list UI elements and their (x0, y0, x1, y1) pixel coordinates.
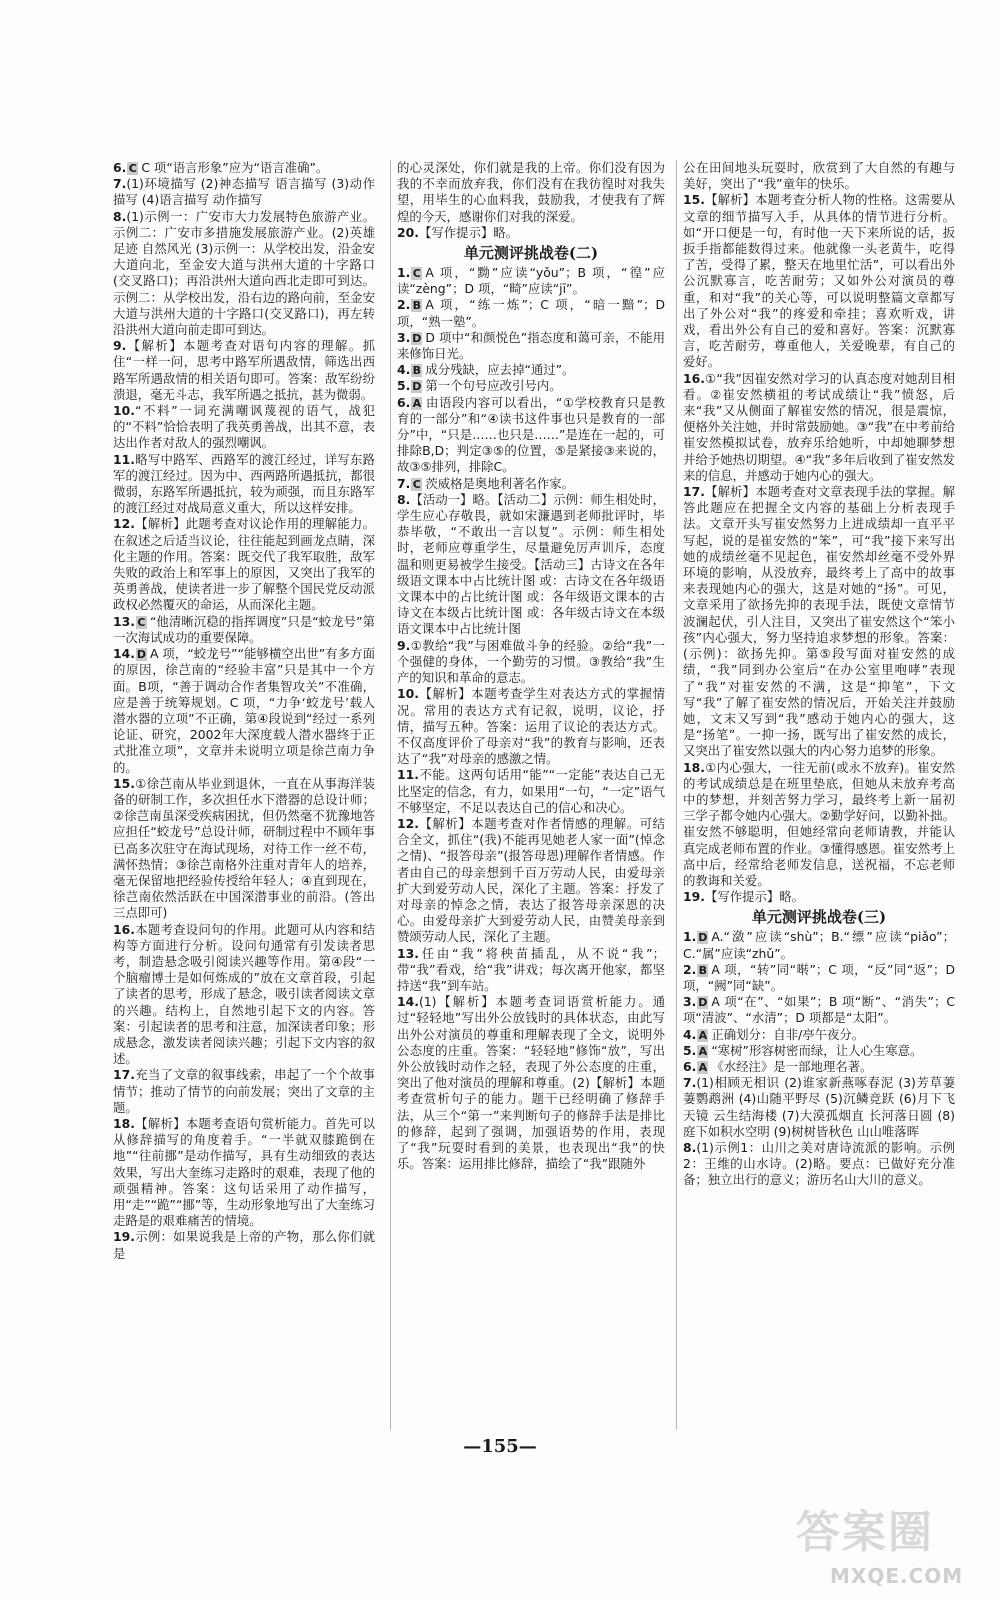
answer-text: 任由“我”将秧苗插乱，从不说“我”；带“我”看戏，给“我”讲戏；每次离开他家，都坚持送“我”到车站。 (397, 945, 665, 993)
item-number: 7. (113, 176, 127, 192)
answer-text: ①“我”因崔安然对学习的认真态度对她刮目相看。②崔安然横祖的考试成绩让“我”愤怒，后来“我”又从侧面了解崔安然的情况，很是震惊，便格外关注她，并时常鼓励她。③“我”在中考前给崔安然模拟试卷，放弃乐给她听，中却她聊梦想并给予她热切期望。④“我”多年后收到了崔安然发来的信息，并感动于她内心的强大。 (683, 370, 955, 483)
answer-item (397, 492, 665, 638)
answer-text: 略写中路军、西路军的渡江经过，详写东路军的渡江经过。因为中、西两路所遇抵抗，都很微弱，东路军所遇抵抗，较为顽强，而且东路军的渡江经过对战局意义重大，所以这样安排。 (113, 451, 375, 516)
answer-letter-box: B (698, 963, 708, 977)
item-number: 9. (397, 637, 411, 653)
answer-text: “不料”一词充满嘲讽蔑视的语气，战犯的“不料”恰恰表明了我英勇善战，出其不意，表达出作者对敌人的强烈嘲讽。 (113, 403, 375, 451)
answer-letter-box: C (412, 267, 421, 281)
answer-letter-box: D (698, 931, 708, 945)
item-number: 14. (113, 646, 135, 662)
item-number: 11. (397, 767, 419, 783)
answer-item (683, 889, 955, 905)
answer-text: “他清晰沉稳的指挥调度”只是“蛟龙号”第一次海试成功的重要保障。 (113, 613, 375, 645)
item-number: 19. (113, 1229, 135, 1245)
answer-text: A 项，“转”同“啭”；C 项，“反”同“返”；D 项，“阙”同“缺”。 (683, 961, 955, 993)
item-number: 8. (113, 208, 127, 224)
item-number: 16. (683, 370, 705, 386)
answer-item (397, 330, 665, 362)
answer-item (683, 1075, 955, 1140)
answer-letter-box: A (698, 1044, 708, 1058)
answer-text: ①教给“我”与困难做斗争的经验。②给“我”一个强健的身体，一个勤劳的习惯。③教给“我”生产的知识和革命的意志。 (397, 637, 665, 686)
answer-item (397, 225, 665, 241)
item-number: 2. (683, 961, 697, 977)
page-number: —155— (463, 1436, 537, 1457)
item-number: 6. (113, 160, 127, 175)
answer-text: 成分残缺，应去掉“通过”。 (425, 362, 575, 378)
answer-text: 本题考查设问句的作用。此题可从内容和结构等方面进行分析。设问句通常有引发读者思考，制造悬念吸引阅读兴趣等作用。第④段“一个脑瘤博士是如何炼成的”放在文章首段，引起了读者的思考，形成了悬念，吸引读者阅读文章的兴趣。结构上，自然地引起下文的内容。答案：引起读者的思考和注意，加深读者印象；形成悬念，激发读者阅读兴趣；引起下文内容的叙述。 (113, 921, 375, 1067)
answer-item (683, 929, 955, 961)
answer-item (113, 646, 375, 776)
answer-item (397, 994, 665, 1172)
answer-text: 【解析】本题考查对语句内容的理解。抓住“一样一问，思考中路军所遇敌情，筛选出西路军所遇敌情的相关语句即可。答案：敌军纷纷溃退，毫无斗志，我军所遇之抵抗，甚为微弱。 (113, 338, 375, 402)
answer-item (113, 452, 375, 517)
answer-text: (1)示例一：广安市大力发展特色旅游产业。示例二：广安市多措施发展旅游产业。(2)英雄足迹 自然风光 (3)示例一：从学校出发，沿金安大道向北，至金安大道与洪州大道的十字路口(交叉路口)；再沿洪州大道向西北走即可到达。示例二：从学校出发，沿右边的路向前，至金安大道与洪州大道的十字路口(交叉路口)，再左转沿洪州大道向前走即可到达。 (113, 208, 375, 338)
answer-item (113, 776, 375, 922)
answer-text: A 项“在”、“如果”；B 项“断”、“消失”；C 项“清波”、“水清”；D 项都是“太阳”。 (683, 994, 955, 1026)
item-number: 12. (397, 815, 419, 831)
answer-item (683, 1027, 955, 1043)
item-number: 6. (397, 394, 411, 410)
item-number: 17. (113, 1067, 135, 1083)
answer-item (397, 297, 665, 329)
answer-item (397, 362, 665, 378)
item-number: 18. (683, 759, 705, 775)
answer-letter-box: A (698, 1028, 708, 1042)
answer-letter-box: D (136, 648, 147, 662)
answer-letter-box: D (412, 331, 422, 345)
answer-letter-box: B (412, 299, 422, 313)
answer-item (113, 1116, 375, 1229)
answer-letter-box: B (412, 364, 422, 378)
answer-text: A 项，“蛟龙号”“能够横空出世”有多方面的原因，徐芑南的“经验丰富”只是其中一个方面。B项，“善于调动合作者集智攻关”不准确，应是善于统筹规划。C 项，“力争‘蛟龙号’载人潜水器的立项”不正确，第④段说到“经过一系列论证、研究，2002年大深度载人潜水器终于正式批准立项”，文章并未说明立项是徐芑南力争的。 (113, 646, 375, 775)
answer-item (683, 484, 955, 759)
column-left (113, 160, 375, 1430)
answer-text: 【写作提示】略。 (704, 889, 805, 905)
item-number: 8. (397, 491, 411, 507)
answer-text: 【解析】本题考查学生对表达方式的掌握情况。常用的表达方式有记叙，说明，议论，抒情，描写五种。答案：运用了议论的表达方式。不仅高度评价了母亲对“我”的教育与影响，还表达了“我”对母亲的感激之情。 (397, 686, 665, 767)
answer-letter-box: C (412, 477, 421, 491)
answer-text: 示例：如果说我是上帝的产物，那么你们就是 (113, 1229, 375, 1261)
answer-text: A.“潋”应读“shù”；B.“缥”应读“piǎo”；C.“属”应读“zhǔ”。 (683, 929, 955, 961)
answer-item (397, 378, 665, 394)
item-number: 10. (397, 686, 419, 702)
answer-item (113, 922, 375, 1068)
answer-text: ①徐芑南从毕业到退休，一直在从事海洋装备的研制工作，多次担任水下潜器的总设计师；②徐芑南虽深受疾病困扰，但仍然毫不犹豫地答应担任“蛟龙号”总设计师，研制过程中不顾年事已高多次驻守在海试现场，对待工作一丝不苟，满怀热情；③徐芑南格外注重对青年人的培养，毫无保留地把经验传授给年轻人；④直到现在，徐芑南依然活跃在中国深潜事业的前沿。(答出三点即可) (113, 775, 375, 921)
answer-item (113, 516, 375, 613)
answer-item (683, 1140, 955, 1189)
answer-text: 公在田间地头玩耍时，欣赏到了大自然的有趣与美好，突出了“我”童年的快乐。 (683, 160, 955, 192)
answer-text: ①内心强大，一往无前(或永不放弃)。崔安然的考试成绩总是在班里垫底，但她从未放弃考高中的梦想，并刻苦努力学习，最终考上新一届初三学子都令她内心强大。②勤学好问，以勤补拙。崔安然不够聪明，但她经常向老师请教，并能认真完成老师布置的作业。③懂得感恩。崔安然考上高中后，经常给老师发信息，送祝福，不忘老师的教诲和关爱。 (683, 759, 955, 888)
item-number: 1. (397, 265, 411, 281)
answer-item (397, 638, 665, 687)
answer-letter-box: D (412, 380, 422, 394)
item-number: 4. (397, 362, 411, 378)
answer-text: 的心灵深处，你们就是我的上帝。你们没有因为我的不幸而放弃我，你们没有在我彷徨时对我失望，用毕生的心血料我，鼓励我，才使我有了辉煌的今天，感谢你们对我的深爱。 (397, 160, 665, 224)
answer-text: 充当了文章的叙事线索，串起了一个个故事情节；推动了情节的向前发展；突出了文章的主题。 (113, 1067, 375, 1115)
item-number: 13. (113, 613, 135, 629)
item-number: 11. (113, 451, 135, 467)
answer-item (113, 1229, 375, 1261)
answer-item (683, 994, 955, 1026)
answer-text: 【解析】此题考查对议论作用的理解能力。在叙述之后适当议论，往往能起到画龙点睛，深化主题的作用。答案：既交代了我军取胜，敌军失败的政治上和军事上的原因，又突出了我军的英勇善战，使读者进一步了解整个国民党反动派政权必然覆灭的命运，从而深化主题。 (113, 516, 375, 613)
item-number: 8. (683, 1139, 697, 1155)
answer-item (113, 160, 375, 176)
section-heading: 单元测评挑战卷(二) (463, 244, 599, 263)
answer-text: 【解析】本题考查对文章表现手法的掌握。解答此题应在把握全文内容的基础上分析表现手法。文章开头写崔安然努力上进成绩却一直平平写起，说的是崔安然的“笨”，可“我”接下来写出她的成绩丝毫不见起色，崔安然却丝毫不受外界环境的影响，从没放弃，最终考上了高中的故事来表现她内心的强大，这是对她的“扬”。可见，文章采用了欲扬先抑的表现手法，既使文章情节波澜起伏，引人注目，又突出了崔安然这个“笨小孩”内心强大，努力坚持追求梦想的形象。答案：(示例)：欲扬先抑。第⑤段写面对崔安然的成绩，“我”同到办公室后“在办公室里咆哮”表现了“我”对崔安然的不满，这是“抑笔”，下文写“我”了解了崔安然的情况后，开始关注并鼓励她，文末又写到“我”感动于她内心的强大，这是“扬笔”。一抑一扬，既写出了崔安然的成长，又突出了崔安然以强大的内心努力追梦的形象。 (683, 484, 955, 759)
answer-letter-box: D (698, 996, 708, 1010)
item-number: 2. (397, 297, 411, 313)
answer-item (683, 371, 955, 484)
answer-text: 【解析】本题考查语句赏析能力。首先可以从修辞描写的角度着手。“一半就双膝跪倒在地”“往前挪”是动作描写，具有生动细致的表达效果，写出大奎练习走路时的艰难，表现了他的顽强精神。答案：这句话采用了动作描写，用“走”“跪”“挪”等，生动形象地写出了大奎练习走路是的艰难痛苦的情境。 (113, 1115, 375, 1229)
answer-text: D 项中“和颜悦色”指态度和蔼可亲，不能用来修饰日光。 (397, 329, 665, 362)
item-number: 13. (397, 945, 419, 961)
answer-text: 不能。这两句话用“能”“一定能”表达自己无比坚定的信念，有力，如果用“一句，“一定”语气不够坚定，不足以表达自己的信心和决心。 (397, 767, 665, 815)
answer-item (683, 1043, 955, 1059)
answer-text: (1)示例1：山川之美对唐诗流派的影响。示例2：王维的山水诗。(2)略。要点：已做好充分准备；独立出行的意义；游历名山大川的意义。 (683, 1139, 955, 1188)
answer-item (113, 209, 375, 339)
item-number: 16. (113, 921, 135, 937)
item-number: 19. (683, 889, 705, 905)
answer-text: (1)相顾无相识 (2)谁家新燕啄春泥 (3)芳草萋萋鹦鹉洲 (4)山随平野尽 (5)沉鳞竞跃 (6)月下飞天镜 云生结海楼 (7)大漠孤烟直 长河落日圆 (8)庭下如积水空明 (9)树树皆秋色 山山唯落晖 (683, 1075, 955, 1139)
answer-text: 第一个句号应改引号内。 (425, 378, 562, 394)
item-number: 10. (113, 403, 135, 419)
answer-letter-box: A (412, 396, 422, 410)
answer-item (683, 192, 955, 370)
answer-text: “寒树”形容树密而绿，让人心生寒意。 (711, 1042, 923, 1058)
answer-item (683, 160, 955, 192)
watermark (790, 1492, 990, 1592)
answer-item (113, 176, 375, 208)
item-number: 14. (397, 994, 419, 1010)
item-number: 3. (683, 994, 697, 1010)
answer-item (397, 265, 665, 297)
answer-letter-box: C (137, 615, 146, 629)
column-right (676, 160, 955, 1430)
answer-text: (1)【解析】本题考查词语赏析能力。通过“轻轻地”写出外公放钱时的具体状态，由此写出外公对演员的尊重和理解表现了全文，说明外公态度的庄重。答案：“轻轻地”修饰“放”，写出外公放钱时动作之轻，表现了外公态度的庄重，突出了他对演员的理解和尊重。(2)【解析】本题考查赏析句子的能力。题干已经明确了修辞手法，从三个“第一”来判断句子的修辞手法是排比的修辞，起到了强调，加强语势的作用，表现了“我”玩耍时看到的美景，也表现出“我”的快乐。答案：运用排比修辞，描绘了“我”跟随外 (397, 994, 665, 1172)
section-heading: 单元测评挑战卷(三) (751, 908, 887, 927)
item-number: 5. (683, 1042, 697, 1058)
answer-item (397, 816, 665, 946)
answer-text: 正确划分：自非/亭午夜分。 (711, 1026, 865, 1042)
watermark-site: MXQE.COM (830, 1564, 964, 1588)
item-number: 3. (397, 329, 411, 345)
answer-text: 【活动一】略。【活动二】示例：师生相处时，学生应心存敬畏，就如宋濂遇到老师批评时，毕恭毕敬，“不敢出一言以复”。示例：师生相处时，老师应尊重学生，尽量避免厉声训斥，态度温和则更易被学生接受。【活动三】古诗文在各年级语文课本中占比统计图 或：古诗文在各年级语文课本中的占比统计图 或：各年级语文课本的古诗文在本级占比统计图 或：各年级古诗文在本级语文课本中占比统计图 (397, 491, 665, 637)
answer-text: C 项“语言形象”应为“语言准确”。 (141, 160, 329, 175)
item-number: 5. (397, 378, 411, 394)
answer-item (397, 767, 665, 816)
answer-text: 【解析】本题考查分析人物的性格。这需要从文章的细节描写入手，从具体的情节进行分析。如“开口便是一句，有时他一天下来所说的话，扳扳手指都能数得过来。他就像一头老黄牛，吃得了苦，受得了累，整天在地里忙活”，可以看出外公沉默寡言，吃苦耐劳；又如外公对演员的尊重，和对“我”的关心等，可以说明整篇文章都写出了外公对“我”的疼爱和牵挂；喜欢听戏，讲戏，看出外公有自己的爱和喜好。答案：沉默寡言，吃苦耐劳，尊重他人，关爱晚辈，有自己的爱好。 (683, 192, 955, 370)
answer-item (683, 1059, 955, 1075)
item-number: 18. (113, 1115, 135, 1131)
answer-item (397, 160, 665, 225)
answer-item (113, 614, 375, 646)
answer-item (397, 686, 665, 767)
answer-text: 由语段内容可以看出，“①学校教育只是教育的一部分”和“④读书这件事也只是教育的一部分”中，“只是……也只是……”是连在一起的，可排除B,D；判定③⑤的位置，⑤是紧接③来说的，故③⑤排列，排除C。 (397, 394, 665, 475)
answer-item (683, 962, 955, 994)
answer-item (113, 338, 375, 403)
answer-item (683, 760, 955, 890)
answer-item (397, 395, 665, 476)
answer-text: 《水经注》是一部地理名著。 (711, 1058, 873, 1074)
answer-text: (1)环境描写 (2)神态描写 语言描写 (3)动作描写 (4)语言描写 动作描写 (113, 176, 375, 208)
answer-text: 【写作提示】略。 (418, 224, 519, 240)
item-number: 4. (683, 1026, 697, 1042)
column-middle (390, 160, 665, 1430)
item-number: 6. (683, 1058, 697, 1074)
item-number: 1. (683, 929, 697, 945)
answer-text: 茨威格是奥地利著名作家。 (425, 475, 575, 491)
item-number: 7. (397, 475, 411, 491)
item-number: 12. (113, 516, 135, 532)
item-number: 7. (683, 1075, 697, 1091)
answer-item (397, 476, 665, 492)
answer-letter-box: A (698, 1060, 708, 1074)
answer-item (397, 946, 665, 995)
item-number: 20. (397, 224, 419, 240)
answer-item (113, 1067, 375, 1116)
watermark-logo: 答案圈 (796, 1507, 934, 1558)
item-number: 15. (113, 775, 135, 791)
answer-letter-box: C (128, 162, 137, 175)
item-number: 17. (683, 484, 705, 500)
answer-text: A 项，“黝”应读“yǒu”；B 项，“徨”应读“zèng”；D 项，“畸”应读“jī”。 (397, 265, 665, 297)
item-number: 15. (683, 192, 705, 208)
answer-text: 【解析】本题考查对作者情感的理解。可结合全文，抓住“(我)不能再见她老人家一面”(悼念之情)、“报答母亲”(报答母恩)理解作者情感。作者由自己的母亲想到千百万劳动人民，由爱母亲扩大到爱劳动人民，深化了主题。答案：抒发了对母亲的悼念之情，表达了报答母亲深恩的决心。由爱母亲扩大到爱劳动人民，由赞美母亲到赞颂劳动人民，深化了主题。 (397, 815, 665, 945)
answer-text: A 项，“练一炼”；C 项，“暗一黯”；D 项，“熟一塾”。 (397, 297, 665, 329)
answer-item (113, 403, 375, 452)
item-number: 9. (113, 338, 127, 354)
